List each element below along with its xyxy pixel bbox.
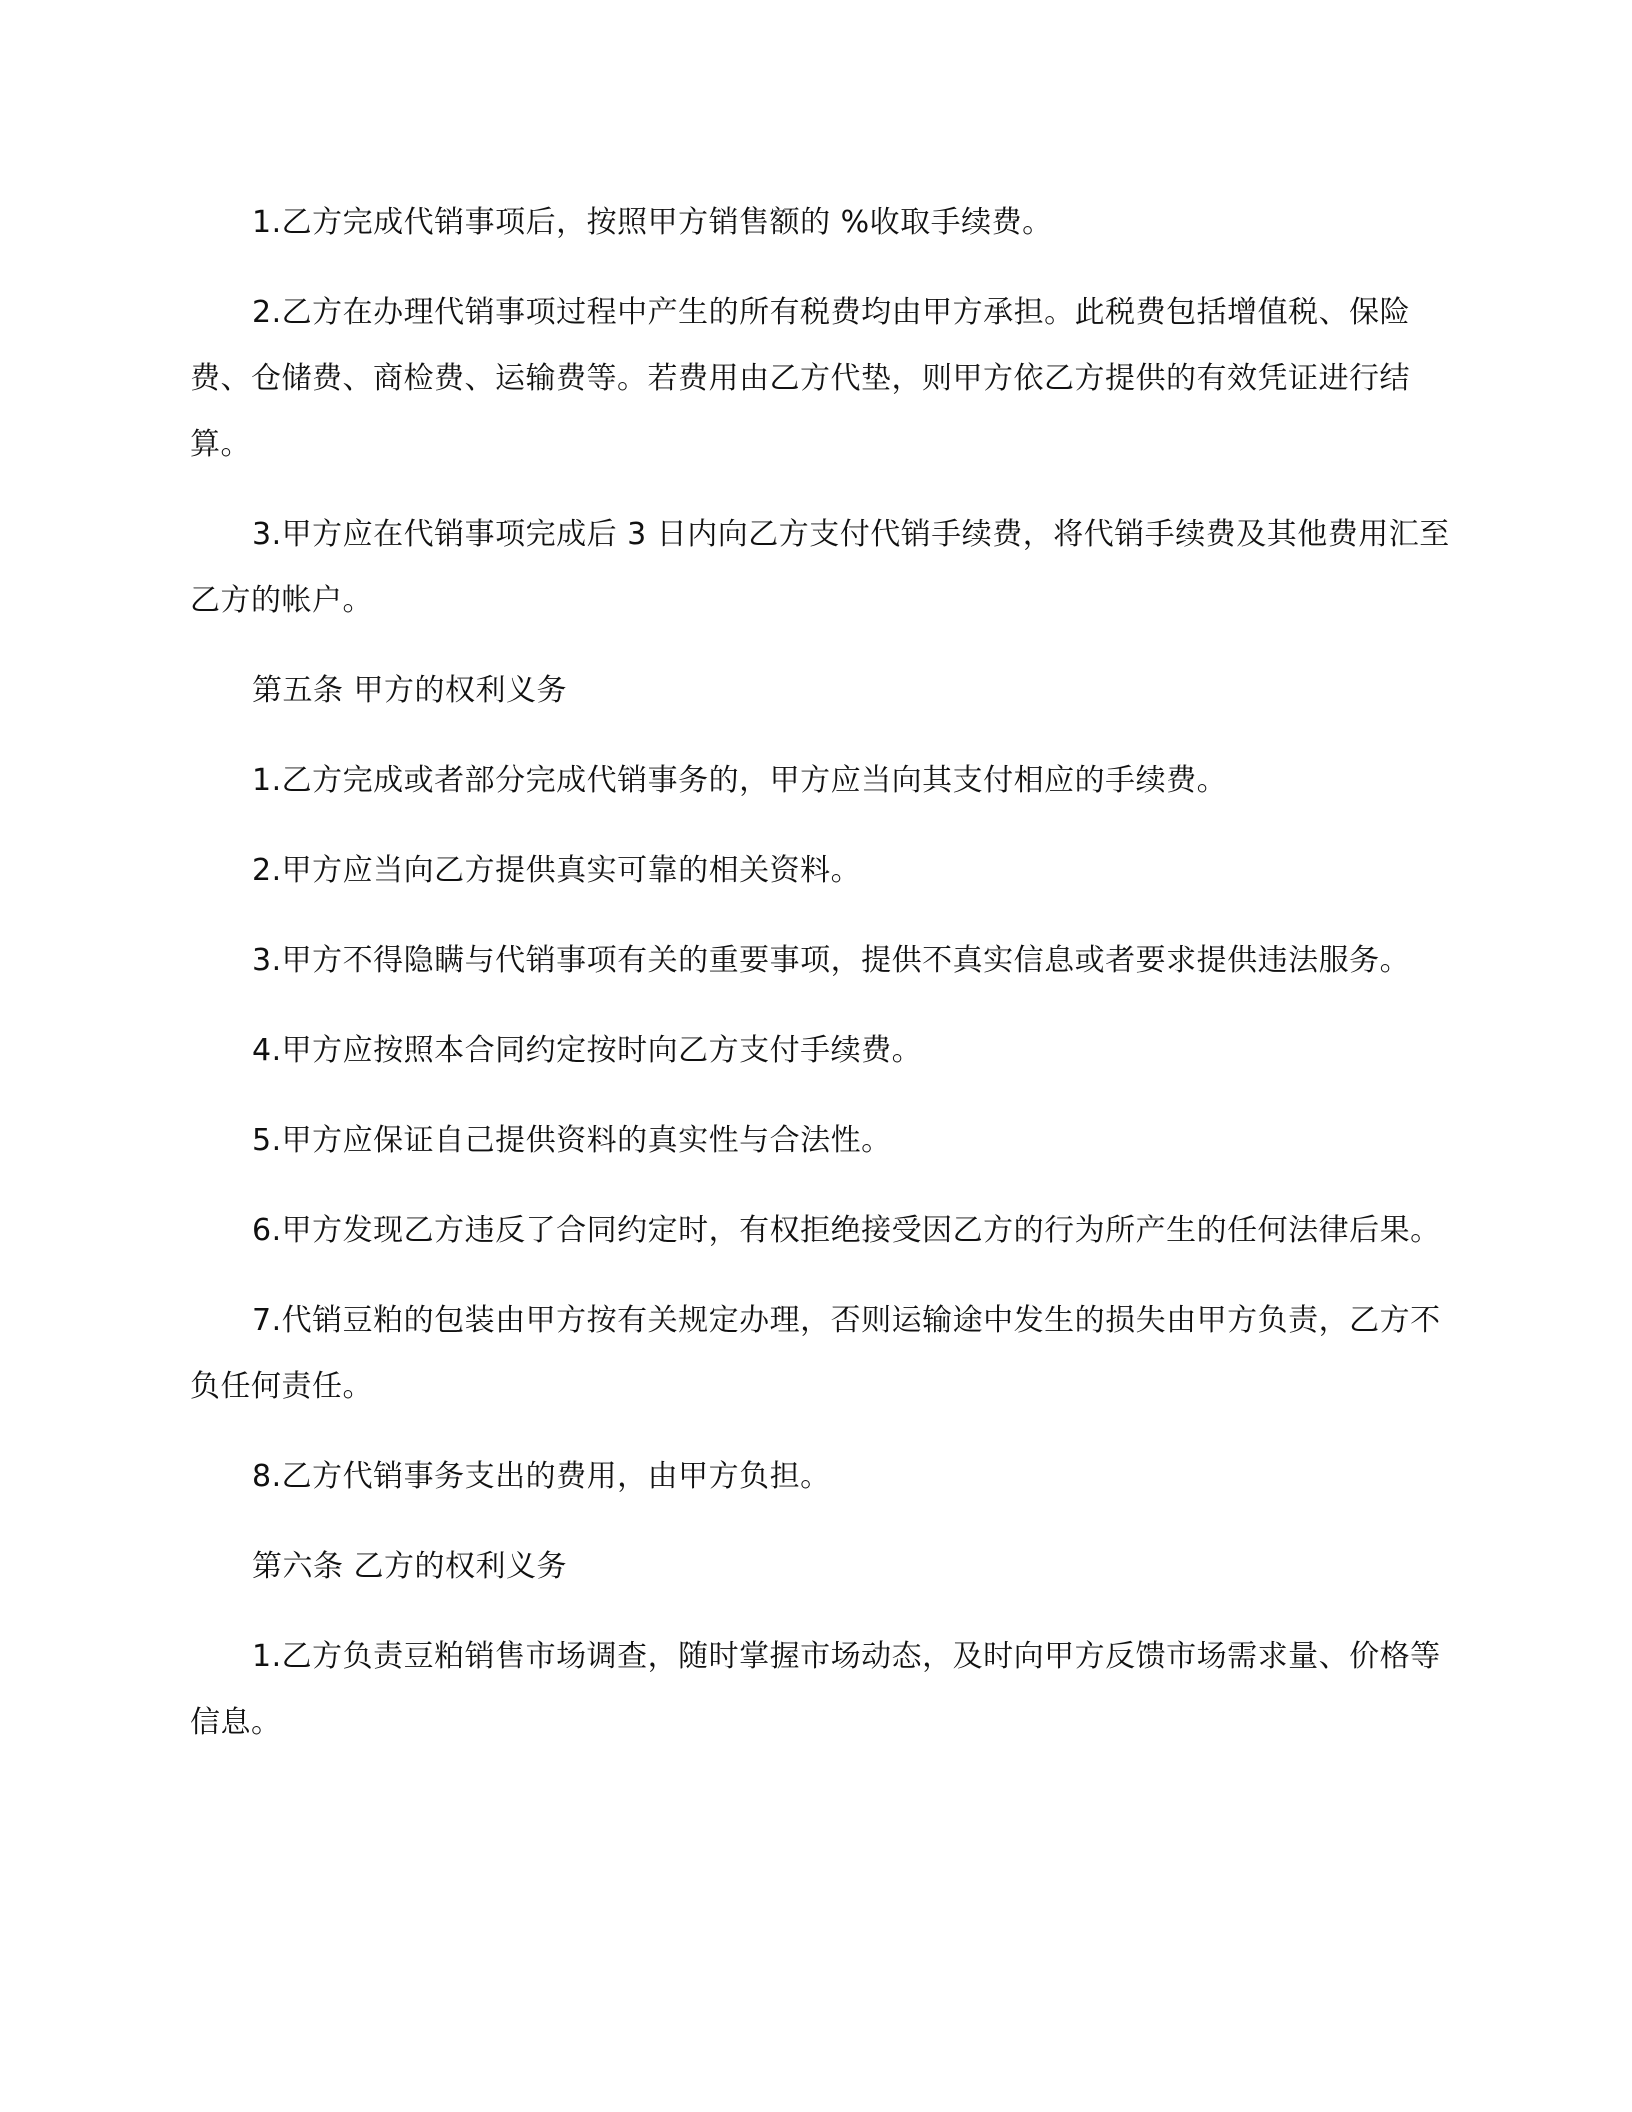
document-body xyxy=(190,190,1460,1756)
paragraph-article5-item3: 3.甲方不得隐瞒与代销事项有关的重要事项，提供不真实信息或者要求提供违法服务。 xyxy=(252,943,1411,978)
section-heading-article-6: 第六条 乙方的权利义务 xyxy=(252,1549,568,1584)
paragraph-article5-item8: 8.乙方代销事务支出的费用，由甲方负担。 xyxy=(252,1459,831,1494)
paragraph-payment-deadline: 3.甲方应在代销事项完成后 3 日内向乙方支付代销手续费，将代销手续费及其他费用汇至乙方的帐户。 xyxy=(190,517,1450,618)
paragraph-article5-item6: 6.甲方发现乙方违反了合同约定时，有权拒绝接受因乙方的行为所产生的任何法律后果。 xyxy=(252,1213,1441,1248)
paragraph-article5-item4: 4.甲方应按照本合同约定按时向乙方支付手续费。 xyxy=(252,1033,923,1068)
paragraph-taxes: 2.乙方在办理代销事项过程中产生的所有税费均由甲方承担。此税费包括增值税、保险费、仓储费、商检费、运输费等。若费用由乙方代垫，则甲方依乙方提供的有效凭证进行结算。 xyxy=(190,295,1411,462)
section-heading-article-5: 第五条 甲方的权利义务 xyxy=(252,673,568,708)
paragraph-article5-item7: 7.代销豆粕的包装由甲方按有关规定办理，否则运输途中发生的损失由甲方负责，乙方不负任何责任。 xyxy=(190,1303,1441,1404)
paragraph-article5-item2: 2.甲方应当向乙方提供真实可靠的相关资料。 xyxy=(252,853,862,888)
paragraph-article5-item1: 1.乙方完成或者部分完成代销事务的，甲方应当向其支付相应的手续费。 xyxy=(252,763,1228,798)
paragraph-article5-item5: 5.甲方应保证自己提供资料的真实性与合法性。 xyxy=(252,1123,892,1158)
paragraph-fee-rate: 1.乙方完成代销事项后，按照甲方销售额的 %收取手续费。 xyxy=(252,205,1053,240)
paragraph-article6-item1: 1.乙方负责豆粕销售市场调查，随时掌握市场动态，及时向甲方反馈市场需求量、价格等信息。 xyxy=(190,1639,1441,1740)
